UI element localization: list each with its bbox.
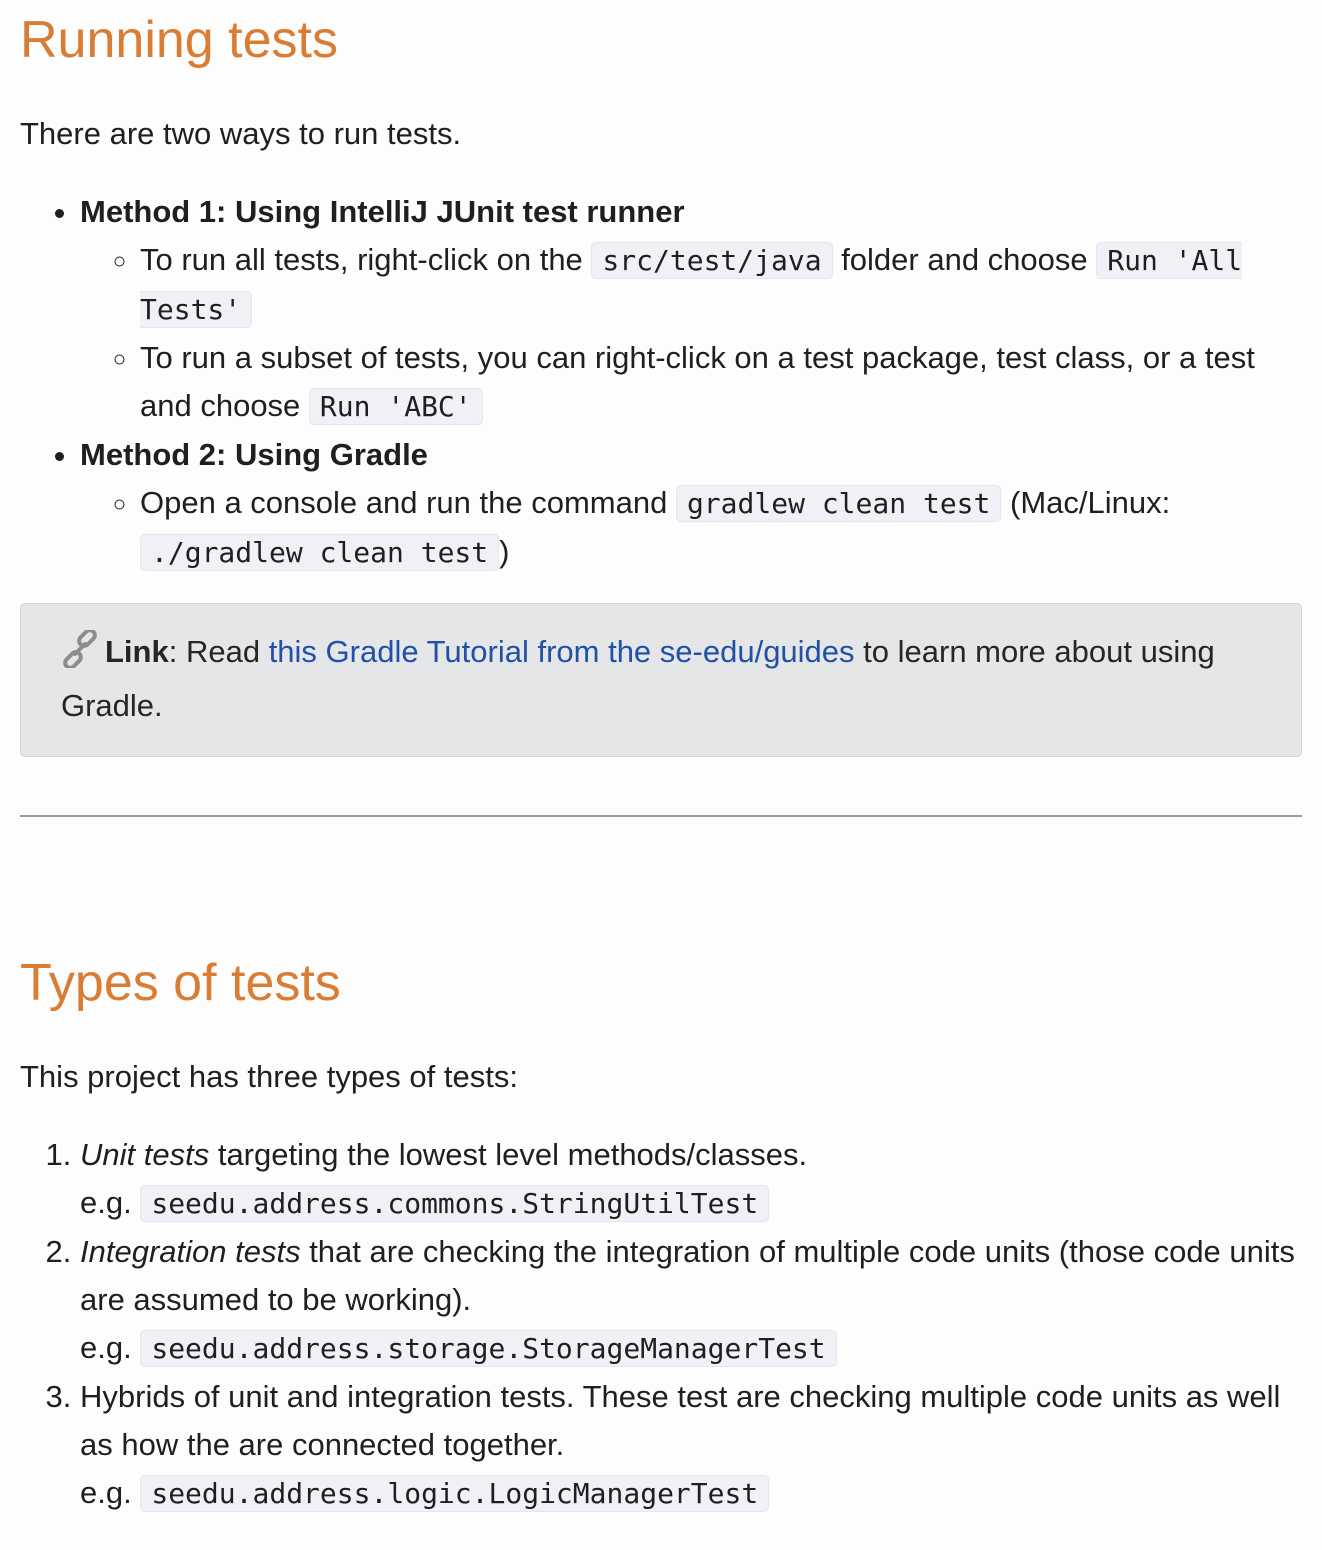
- method1-item1-text-a: To run all tests, right-click on the: [140, 242, 592, 277]
- methods-list: [20, 188, 1302, 577]
- callout-label: Link: [105, 634, 169, 669]
- method1-sublist: [80, 236, 1302, 431]
- test-type-name: Unit tests: [80, 1137, 210, 1172]
- eg-label: e.g.: [80, 1185, 132, 1220]
- callout-sep: : Read: [168, 634, 269, 669]
- eg-label: e.g.: [80, 1330, 132, 1365]
- method2-item-text-b: (Mac/Linux:: [1001, 485, 1171, 520]
- code-example: seedu.address.storage.StorageManagerTest: [140, 1330, 836, 1367]
- method2-sublist: [80, 479, 1302, 577]
- test-type-desc: that are checking the integration of multiple code units (those code units are assumed to be working).: [80, 1234, 1295, 1317]
- code-src-test-java: src/test/java: [591, 242, 832, 279]
- section-divider: [20, 815, 1302, 817]
- list-item: [80, 1228, 1302, 1373]
- link-icon: [61, 630, 99, 682]
- list-item: [140, 236, 1302, 334]
- list-item: [80, 188, 1302, 431]
- callout-after: to learn more about using Gradle.: [61, 634, 1215, 723]
- list-item: [80, 1373, 1302, 1518]
- types-of-tests-heading: Types of tests: [20, 954, 341, 1012]
- test-type-name: Integration tests: [80, 1234, 301, 1269]
- gradle-tutorial-callout: [20, 603, 1302, 757]
- code-gradlew-clean-test: gradlew clean test: [676, 485, 1001, 522]
- test-type-desc: targeting the lowest level methods/classes.: [209, 1137, 808, 1172]
- types-intro: This project has three types of tests:: [20, 1059, 518, 1094]
- test-type-desc: Hybrids of unit and integration tests. These test are checking multiple code units as well as how the are connected together.: [80, 1379, 1281, 1462]
- method2-label: Method 2: Using Gradle: [80, 437, 428, 472]
- list-item: [140, 479, 1302, 577]
- code-example: seedu.address.commons.StringUtilTest: [140, 1185, 769, 1222]
- list-item: [80, 431, 1302, 577]
- running-tests-heading: Running tests: [20, 11, 338, 69]
- code-run-all-tests: Run 'All Tests': [140, 244, 1243, 326]
- gradle-tutorial-link[interactable]: this Gradle Tutorial from the se-edu/guides: [268, 634, 855, 669]
- list-item: [140, 334, 1302, 431]
- method1-label: Method 1: Using IntelliJ JUnit test runner: [80, 194, 685, 229]
- method1-item1-text-b: folder and choose: [832, 242, 1097, 277]
- running-tests-intro: There are two ways to run tests.: [20, 116, 462, 151]
- method1-item2-text: To run a subset of tests, you can right-click on a test package, test class, or a test and choose: [140, 340, 1255, 423]
- list-item: [80, 1131, 1302, 1228]
- method2-item-text-c: ): [499, 534, 510, 569]
- code-unix-gradlew-clean-test: ./gradlew clean test: [140, 534, 499, 571]
- eg-label: e.g.: [80, 1475, 132, 1510]
- code-example: seedu.address.logic.LogicManagerTest: [140, 1475, 769, 1512]
- code-run-abc: Run 'ABC': [309, 388, 483, 425]
- test-types-list: [20, 1131, 1302, 1518]
- method2-item-text-a: Open a console and run the command: [140, 485, 676, 520]
